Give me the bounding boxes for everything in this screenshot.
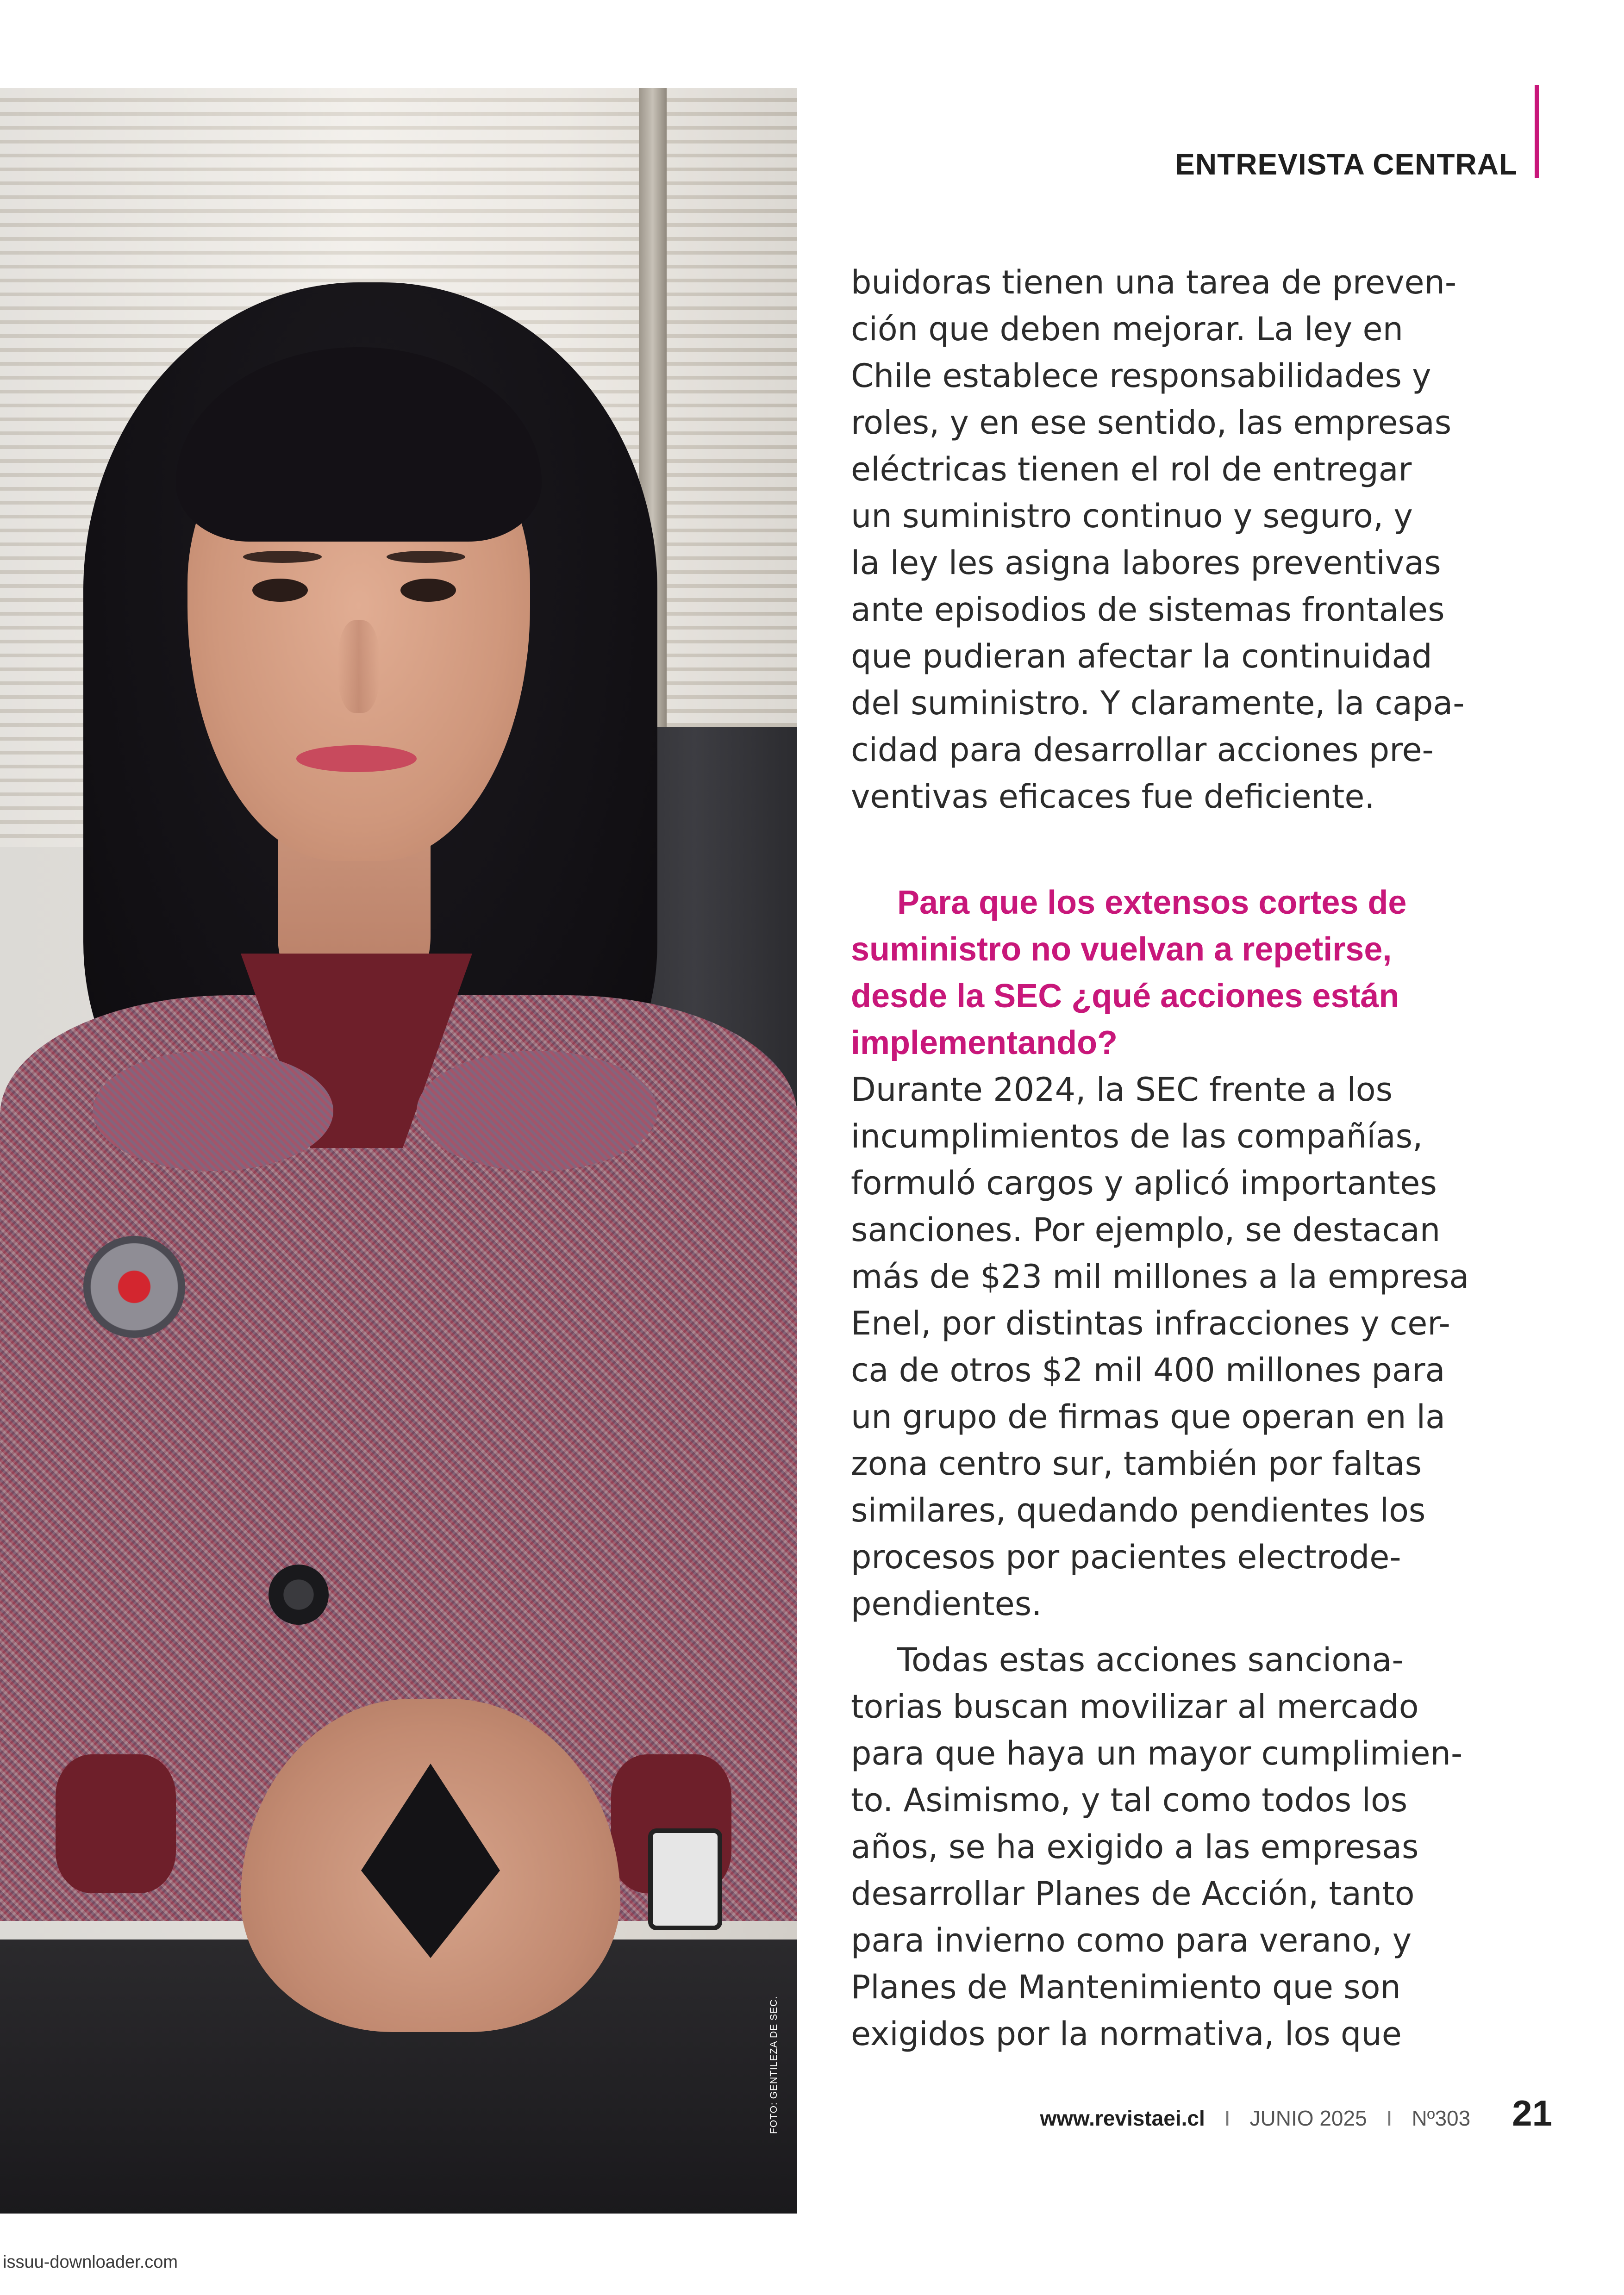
- interview-question: Para que los extensos cortes de suministro no vuelvan a repetirse, desde la SEC ¿qué acciones están implementando?: [851, 884, 1407, 1061]
- accent-bar: [1535, 85, 1539, 178]
- right-eye: [400, 579, 456, 602]
- right-eyebrow: [387, 551, 465, 563]
- left-eyebrow: [243, 551, 322, 563]
- left-eye: [252, 579, 308, 602]
- flower-brooch: [83, 1236, 185, 1338]
- issue-number: Nº303: [1412, 2106, 1471, 2130]
- footer-separator: I: [1386, 2106, 1393, 2130]
- article-paragraph: Durante 2024, la SEC frente a los incumplimientos de las compañías, formuló cargos y aplicó importantes sanciones. Por ejemplo, se destacan más de $23 mil millones a la empresa Enel, por distintas infracciones y cer- ca de otros $2 mil 400 millones para un grupo de firmas que operan en la zona centro sur, también por faltas similares, quedando pendientes los procesos por pacientes electrode- pendientes.: [851, 1071, 1469, 1623]
- portrait-photo: [0, 88, 797, 2214]
- article-paragraph: Todas estas acciones sanciona- torias buscan movilizar al mercado para que haya un mayor cumplimien- to. Asimismo, y tal como todos los años, se ha exigido a las empresas desarrollar Planes de Acción, tanto para invierno como para verano, y Planes de Mantenimiento que son exigidos por la normativa, los que: [851, 1641, 1463, 2053]
- photo-credit: FOTO: GENTILEZA DE SEC.: [768, 1996, 779, 2134]
- jacket-button: [269, 1565, 329, 1625]
- watermark: issuu-downloader.com: [3, 2252, 178, 2272]
- section-label: ENTREVISTA CENTRAL: [1175, 148, 1518, 181]
- article-paragraph: buidoras tienen una tarea de preven- ción que deben mejorar. La ley en Chile establece responsabilidades y roles, y en ese sentido, las empresas eléctricas tienen el rol de entregar un suministro continuo y seguro, y la ley les asigna labores preventivas ante episodios de sistemas frontales que pudieran afectar la continuidad del suministro. Y claramente, la capa- cidad para desarrollar acciones pre- ventivas eficaces fue deficiente.: [851, 263, 1465, 816]
- nose: [338, 620, 380, 713]
- footer-separator: I: [1224, 2106, 1230, 2130]
- issue-date: JUNIO 2025: [1249, 2106, 1367, 2130]
- wristwatch: [648, 1828, 722, 1930]
- left-lapel: [93, 1051, 333, 1171]
- left-sleeve-cuff: [56, 1754, 176, 1893]
- page-footer: [1040, 2092, 1553, 2134]
- mouth: [296, 745, 417, 772]
- article-body: [851, 259, 1490, 2058]
- website-link[interactable]: www.revistaei.cl: [1040, 2106, 1205, 2130]
- page-number: 21: [1512, 2093, 1552, 2133]
- right-lapel: [417, 1051, 657, 1171]
